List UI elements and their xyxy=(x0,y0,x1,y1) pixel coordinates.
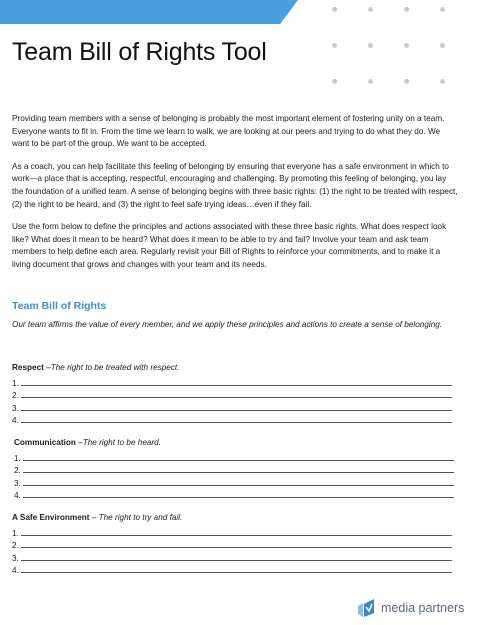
line-number: 4. xyxy=(14,491,21,501)
fill-in-line xyxy=(14,475,454,488)
blank-line[interactable] xyxy=(21,527,452,536)
blank-line[interactable] xyxy=(21,389,452,398)
right-title xyxy=(14,436,454,449)
blank-line[interactable] xyxy=(21,564,452,573)
section-heading: Team Bill of Rights xyxy=(12,300,107,312)
line-number: 4. xyxy=(12,566,19,576)
page-title: Team Bill of Rights Tool xyxy=(12,38,267,66)
decorative-dot-grid xyxy=(332,7,482,87)
line-number: 1. xyxy=(12,528,19,538)
decorative-dot xyxy=(332,7,337,12)
line-number: 3. xyxy=(14,478,21,488)
decorative-dot xyxy=(404,43,409,48)
blank-line[interactable] xyxy=(23,489,454,498)
decorative-dot xyxy=(368,43,373,48)
line-number: 3. xyxy=(12,553,19,563)
blank-line[interactable] xyxy=(21,552,452,561)
right-description: –The right to be treated with respect. xyxy=(43,363,180,372)
decorative-dot xyxy=(440,7,445,12)
paragraph-3: Use the form below to define the principles and actions associated with these three basic rights. What does respect look like? What does it mean to be heard? What does it mean to be able to try and fail? Involve your team and ask team members to help define each area. Regularly revisit your Bill of Rights to reinforce your commitments, and to make it a living document that grows and changes with your team and its needs. xyxy=(12,222,447,269)
blank-line[interactable] xyxy=(23,452,454,461)
right-title xyxy=(12,361,452,374)
line-number: 4. xyxy=(12,416,19,426)
decorative-dot xyxy=(368,79,373,84)
paragraph-1: Providing team members with a sense of belonging is probably the most important element of fostering unity on a team. Everyone wants to fit in. From the time we learn to walk, we are looking at our peers and trying to do what they do. We want to be part of the group. We want to be accepted. xyxy=(12,114,445,149)
decorative-dot xyxy=(440,79,445,84)
media-partners-logo-icon xyxy=(356,598,376,618)
blank-line[interactable] xyxy=(21,402,452,411)
right-name: Respect xyxy=(12,363,44,372)
right-name: A Safe Environment xyxy=(12,513,90,522)
blank-line[interactable] xyxy=(21,414,452,423)
right-description: –The right to be heard. xyxy=(75,438,161,447)
line-number: 1. xyxy=(14,453,21,463)
line-number: 1. xyxy=(12,378,19,388)
decorative-dot xyxy=(404,79,409,84)
right-description: – The right to try and fail. xyxy=(89,513,183,522)
fill-in-line xyxy=(14,463,454,476)
paragraph-2: As a coach, you can help facilitate this feeling of belonging by ensuring that everyone has a safe environment in which to work—a place that is accepting, respectful, encouraging and challenging. By promoting this feeling of belonging, you lay the foundation of a unified team. A sense of belonging begins with three basic rights: (1) the right to be treated with respect, (2) the right to be heard, and (3) the right to feel safe trying ideas…even if they fail. xyxy=(12,161,458,209)
decorative-dot xyxy=(404,7,409,12)
fill-in-line xyxy=(12,413,452,426)
fill-in-line xyxy=(12,563,452,576)
logo-text: media partners xyxy=(381,601,465,615)
decorative-dot xyxy=(332,43,337,48)
section-intro: Our team affirms the value of every member, and we apply these principles and actions to create a sense of belonging. xyxy=(12,320,443,329)
line-number: 2. xyxy=(12,541,19,551)
media-partners-logo xyxy=(356,598,464,618)
fill-in-line xyxy=(12,388,452,401)
decorative-dot xyxy=(368,7,373,12)
fill-in-line xyxy=(14,450,454,463)
decorative-dot xyxy=(332,79,337,84)
header-accent-bar xyxy=(0,0,298,24)
blank-line[interactable] xyxy=(23,477,454,486)
decorative-dot xyxy=(440,43,445,48)
fill-in-line xyxy=(12,550,452,563)
fill-in-line xyxy=(12,538,452,551)
right-name: Communication xyxy=(14,438,76,447)
line-number: 2. xyxy=(12,391,19,401)
right-communication xyxy=(14,436,454,500)
fill-in-line xyxy=(12,375,452,388)
fill-in-line xyxy=(12,525,452,538)
right-title xyxy=(12,511,452,524)
line-number: 2. xyxy=(14,466,21,476)
blank-line[interactable] xyxy=(23,464,454,473)
right-safe-environment xyxy=(12,511,452,575)
fill-in-line xyxy=(14,488,454,501)
line-number: 3. xyxy=(12,403,19,413)
intro-paragraphs xyxy=(12,113,458,282)
fill-in-line xyxy=(12,400,452,413)
right-respect xyxy=(12,361,452,425)
blank-line[interactable] xyxy=(21,377,452,386)
blank-line[interactable] xyxy=(21,539,452,548)
